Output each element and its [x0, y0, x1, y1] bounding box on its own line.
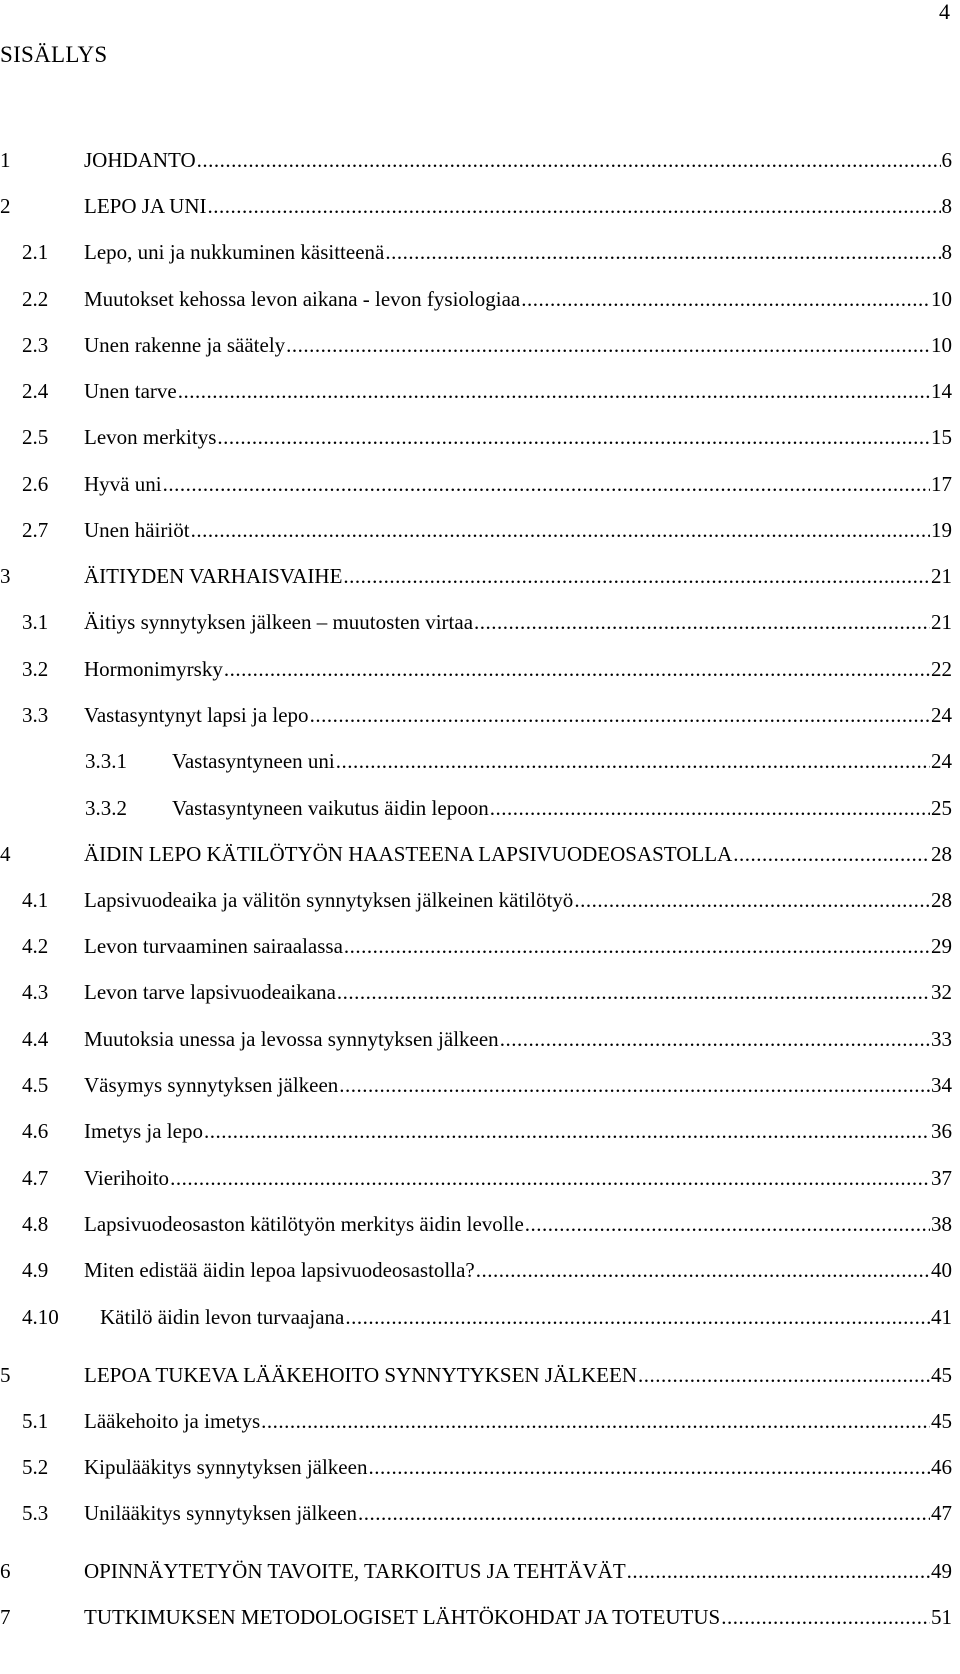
section-number: 2 — [0, 194, 11, 218]
dot-leader — [500, 1024, 930, 1054]
section-number: 6 — [0, 1559, 11, 1584]
page-ref: 19 — [931, 518, 952, 543]
dot-leader — [721, 1602, 930, 1632]
section-title: Unilääkitys synnytyksen jälkeen — [84, 1501, 357, 1526]
page-ref: 34 — [931, 1073, 952, 1098]
toc-entry — [0, 284, 960, 314]
page-ref: 21 — [931, 610, 952, 635]
page-ref: 28 — [931, 887, 952, 912]
dot-leader — [336, 746, 930, 776]
dot-leader — [178, 376, 930, 406]
page-ref: 32 — [931, 980, 952, 1005]
dot-leader — [339, 1070, 930, 1100]
page-number: 4 — [939, 0, 950, 24]
section-title: Unen tarve — [84, 379, 177, 404]
dot-leader — [343, 561, 930, 591]
section-number: 4.5 — [22, 1073, 49, 1098]
page-ref: 37 — [931, 1165, 952, 1190]
page-ref: 36 — [931, 1119, 952, 1144]
toc-entry — [0, 1163, 960, 1193]
page-ref: 46 — [931, 1455, 952, 1480]
dot-leader — [286, 330, 930, 360]
page-ref: 49 — [931, 1559, 952, 1584]
section-title: JOHDANTO — [84, 148, 196, 172]
section-number: 4.7 — [22, 1165, 49, 1190]
section-title: Miten edistää äidin lepoa lapsivuodeosastolla? — [84, 1258, 475, 1283]
dot-leader — [490, 793, 930, 823]
section-number: 3.3.1 — [85, 749, 127, 774]
dot-leader — [337, 977, 930, 1007]
section-number: 1 — [0, 148, 11, 172]
page-ref: 17 — [931, 471, 952, 496]
dot-leader — [204, 1116, 930, 1146]
section-title: LEPOA TUKEVA LÄÄKEHOITO SYNNYTYKSEN JÄLKEEN — [84, 1362, 637, 1387]
page-ref: 28 — [931, 841, 952, 866]
section-number: 5.2 — [22, 1455, 49, 1480]
page-ref: 33 — [931, 1026, 952, 1051]
toc-entry — [0, 1498, 960, 1528]
section-number: 5.3 — [22, 1501, 49, 1526]
section-title: Muutokset kehossa levon aikana - levon fysiologiaa — [84, 286, 521, 311]
toc-entry — [0, 1406, 960, 1436]
dot-leader — [574, 885, 930, 915]
toc-entry — [0, 191, 960, 221]
section-number: 4.9 — [22, 1258, 49, 1283]
section-number: 2.7 — [22, 518, 49, 543]
toc-entry — [0, 1024, 960, 1054]
page-ref: 10 — [931, 286, 952, 311]
section-number: 2.4 — [22, 379, 49, 404]
dot-leader — [358, 1498, 930, 1528]
dot-leader — [310, 700, 930, 730]
section-number: 4.1 — [22, 887, 49, 912]
section-number: 3.3 — [22, 702, 49, 727]
toc-entry — [0, 515, 960, 545]
dot-leader — [385, 237, 940, 267]
dot-leader — [733, 839, 930, 869]
section-number: 4.10 — [22, 1304, 59, 1329]
dot-leader — [224, 654, 930, 684]
section-title: Levon turvaaminen sairaalassa — [84, 934, 343, 959]
section-title: Hormonimyrsky — [84, 656, 223, 681]
page-ref: 38 — [931, 1211, 952, 1236]
section-title: ÄIDIN LEPO KÄTILÖTYÖN HAASTEENA LAPSIVUODEOSASTOLLA — [84, 841, 733, 866]
toc-entry — [0, 1116, 960, 1146]
dot-leader — [638, 1360, 930, 1390]
dot-leader — [208, 191, 941, 221]
dot-leader — [197, 145, 941, 175]
section-title: Vastasyntyneen uni — [172, 749, 335, 774]
section-title: Lepo, uni ja nukkuminen käsitteenä — [84, 240, 385, 265]
toc-entry — [0, 1302, 960, 1332]
page-ref: 29 — [931, 934, 952, 959]
toc-entry — [0, 1452, 960, 1482]
section-title: TUTKIMUKSEN METODOLOGISET LÄHTÖKOHDAT JA TOTEUTUS — [84, 1605, 721, 1630]
toc-entry — [0, 422, 960, 452]
dot-leader — [170, 1163, 930, 1193]
dot-leader — [345, 1302, 930, 1332]
toc-entry — [0, 793, 960, 823]
toc-entry — [0, 469, 960, 499]
toc-entry — [0, 654, 960, 684]
toc-entry — [0, 237, 960, 267]
section-title: Muutoksia unessa ja levossa synnytyksen jälkeen — [84, 1026, 499, 1051]
dot-leader — [191, 515, 930, 545]
section-title: Vierihoito — [84, 1165, 170, 1190]
section-title: Vastasyntyneen vaikutus äidin lepoon — [172, 795, 489, 820]
section-title: Kätilö äidin levon turvaajana — [100, 1304, 345, 1329]
section-number: 4.4 — [22, 1026, 49, 1051]
page-ref: 8 — [941, 194, 952, 218]
page-ref: 15 — [931, 425, 952, 450]
page-ref: 40 — [931, 1258, 952, 1283]
section-title: Kipulääkitys synnytyksen jälkeen — [84, 1455, 368, 1480]
page-ref: 25 — [931, 795, 952, 820]
page-ref: 41 — [931, 1304, 952, 1329]
section-number: 2.5 — [22, 425, 49, 450]
section-title: Lapsivuodeaika ja välitön synnytyksen jälkeinen kätilötyö — [84, 887, 574, 912]
section-number: 4.8 — [22, 1211, 49, 1236]
dot-leader — [261, 1406, 930, 1436]
section-number: 2.2 — [22, 286, 49, 311]
toc-entry — [0, 885, 960, 915]
toc-entry — [0, 700, 960, 730]
page-ref: 14 — [931, 379, 952, 404]
dot-leader — [344, 931, 930, 961]
section-title: ÄITIYDEN VARHAISVAIHE — [84, 564, 343, 589]
toc-entry — [0, 1556, 960, 1586]
section-number: 4.3 — [22, 980, 49, 1005]
toc-entry — [0, 607, 960, 637]
page-ref: 47 — [931, 1501, 952, 1526]
dot-leader — [474, 607, 930, 637]
toc-entry — [0, 145, 960, 175]
toc-entry — [0, 1360, 960, 1390]
page-ref: 10 — [931, 332, 952, 357]
section-title: Imetys ja lepo — [84, 1119, 203, 1144]
toc-heading: SISÄLLYS — [0, 42, 108, 67]
toc-entry — [0, 977, 960, 1007]
section-title: OPINNÄYTETYÖN TAVOITE, TARKOITUS JA TEHTÄVÄT — [84, 1559, 626, 1584]
dot-leader — [163, 469, 930, 499]
section-title: Äitiys synnytyksen jälkeen – muutosten virtaa — [84, 610, 474, 635]
section-number: 4.6 — [22, 1119, 49, 1144]
toc-entry — [0, 839, 960, 869]
toc-entry — [0, 330, 960, 360]
page-ref: 22 — [931, 656, 952, 681]
section-number: 3.3.2 — [85, 795, 127, 820]
dot-leader — [476, 1255, 930, 1285]
page-ref: 6 — [941, 148, 952, 172]
section-number: 2.6 — [22, 471, 49, 496]
section-number: 2.3 — [22, 332, 49, 357]
table-of-contents — [0, 145, 960, 1632]
section-number: 4.2 — [22, 934, 49, 959]
page-ref: 51 — [931, 1605, 952, 1630]
toc-entry — [0, 1255, 960, 1285]
section-title: Unen rakenne ja säätely — [84, 332, 286, 357]
dot-leader — [525, 1209, 930, 1239]
page-ref: 45 — [931, 1362, 952, 1387]
section-title: Unen häiriöt — [84, 518, 190, 543]
section-number: 3.2 — [22, 656, 49, 681]
section-title: LEPO JA UNI — [84, 194, 207, 218]
section-title: Vastasyntynyt lapsi ja lepo — [84, 702, 309, 727]
toc-entry — [0, 931, 960, 961]
section-title: Väsymys synnytyksen jälkeen — [84, 1073, 339, 1098]
section-number: 5.1 — [22, 1408, 49, 1433]
section-title: Lääkehoito ja imetys — [84, 1408, 261, 1433]
dot-leader — [368, 1452, 930, 1482]
section-number: 3.1 — [22, 610, 49, 635]
page-ref: 21 — [931, 564, 952, 589]
page-ref: 24 — [931, 702, 952, 727]
dot-leader — [627, 1556, 930, 1586]
section-number: 2.1 — [22, 240, 49, 265]
section-title: Hyvä uni — [84, 471, 162, 496]
section-title: Levon tarve lapsivuodeaikana — [84, 980, 336, 1005]
dot-leader — [521, 284, 930, 314]
toc-entry — [0, 746, 960, 776]
page-ref: 8 — [941, 240, 952, 265]
toc-entry — [0, 1209, 960, 1239]
section-title: Lapsivuodeosaston kätilötyön merkitys äidin levolle — [84, 1211, 524, 1236]
dot-leader — [217, 422, 930, 452]
toc-entry — [0, 1602, 960, 1632]
toc-entry — [0, 376, 960, 406]
section-number: 4 — [0, 841, 11, 866]
page-ref: 45 — [931, 1408, 952, 1433]
section-title: Levon merkitys — [84, 425, 217, 450]
page-ref: 24 — [931, 749, 952, 774]
section-number: 5 — [0, 1362, 11, 1387]
section-number: 7 — [0, 1605, 11, 1630]
section-number: 3 — [0, 564, 11, 589]
toc-entry — [0, 1070, 960, 1100]
toc-entry — [0, 561, 960, 591]
